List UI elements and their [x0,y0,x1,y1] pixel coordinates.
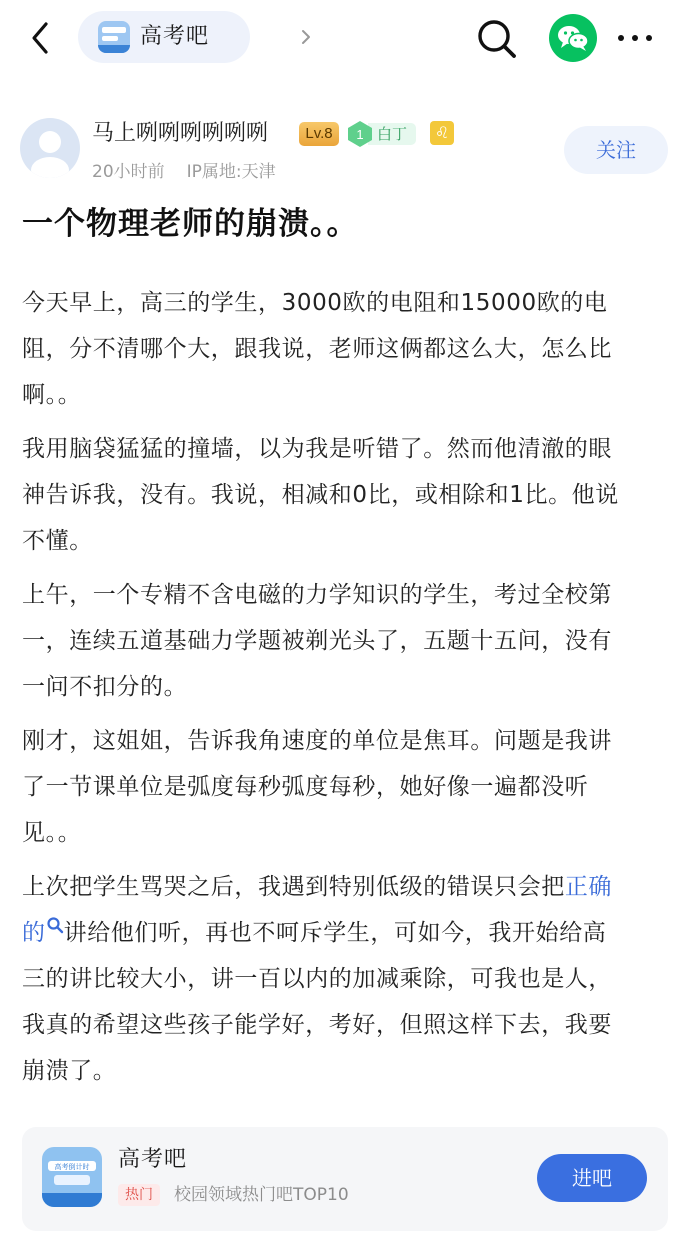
text-line: 神告诉我，没有。我说，相减和0比，或相除和1比。他说 [22,482,619,508]
rank-badge [346,120,418,148]
author-avatar[interactable] [20,118,80,178]
text-line: 啊。。 [22,382,82,408]
chevron-right-icon [296,27,316,47]
text-line: 见。。 [22,820,82,846]
text-line: 不懂。 [22,528,93,554]
rank-gem-icon [346,120,374,148]
text-segment: 上次把学生骂哭之后，我遇到特别低级的错误只会把 [22,874,565,900]
rank-title: 白丁 [368,123,416,145]
text-line: 刚才，这姐姐，告诉我角速度的单位是焦耳。问题是我讲 [22,728,612,754]
post-title: 一个物理老师的崩溃。。 [22,206,359,242]
forum-card[interactable] [22,1127,668,1231]
back-button[interactable] [20,16,64,60]
enter-forum-button[interactable]: 进吧 [537,1154,647,1202]
paragraph-1 [22,280,668,418]
ip-location: IP属地:天津 [186,162,276,182]
forum-pill-button[interactable] [78,11,250,63]
author-name[interactable]: 马上咧咧咧咧咧咧 [92,121,269,146]
text-line [22,910,668,956]
rank-number: 1 [356,127,364,142]
back-arrow-icon [20,16,64,60]
post-body [22,280,668,1102]
search-icon [474,16,520,62]
more-button[interactable] [612,22,658,54]
text-line: 一问不扣分的。 [22,674,188,700]
level-badge: Lv.8 [299,122,339,146]
paragraph-3 [22,572,668,710]
paragraph-5 [22,864,668,1094]
forum-rank-text: 校园领域热门吧TOP10 [174,1185,349,1205]
post-meta [92,159,276,185]
paragraph-4 [22,718,668,856]
follow-button[interactable]: 关注 [564,126,668,174]
search-link[interactable]: 正确 [564,874,613,900]
forum-logo-icon [98,21,130,53]
forum-name: 高考吧 [140,24,210,49]
wechat-icon [549,14,597,62]
text-line: 我真的希望这些孩子能学好，考好，但照这样下去，我要 [22,1012,612,1038]
hot-tag: 热门 [118,1184,160,1206]
paragraph-2 [22,426,668,564]
forum-logo-art [42,1147,102,1207]
text-line [22,864,668,910]
more-icon [612,22,658,54]
forum-card-name: 高考吧 [118,1147,188,1172]
search-button[interactable] [474,16,520,62]
forum-card-logo [42,1147,102,1207]
zodiac-badge: ♌ [430,121,454,145]
post-time: 20小时前 [92,162,165,182]
text-line: 一，连续五道基础力学题被剃光头了，五题十五问，没有 [22,628,612,654]
text-line: 了一节课单位是弧度每秒弧度每秒，她好像一遍都没听 [22,774,589,800]
default-avatar-icon [20,118,80,178]
text-line: 阻，分不清哪个大，跟我说，老师这俩都这么大，怎么比 [22,336,612,362]
top-bar [0,0,690,82]
wechat-share-button[interactable] [549,14,597,62]
search-link-tail[interactable]: 的 [22,920,46,946]
text-line: 崩溃了。 [22,1058,117,1084]
search-link-icon[interactable] [46,916,64,934]
text-line: 今天早上，高三的学生，3000欧的电阻和15000欧的电 [22,290,608,316]
text-line: 我用脑袋猛猛的撞墙，以为我是听错了。然而他清澈的眼 [22,436,612,462]
text-line: 上午，一个专精不含电磁的力学知识的学生，考过全校第 [22,582,612,608]
forum-logo-text: 高考倒计时 [54,1163,90,1171]
text-segment: 讲给他们听，再也不呵斥学生，可如今，我开始给高 [63,920,607,946]
text-line: 三的讲比较大小，讲一百以内的加减乘除，可我也是人， [22,966,612,992]
